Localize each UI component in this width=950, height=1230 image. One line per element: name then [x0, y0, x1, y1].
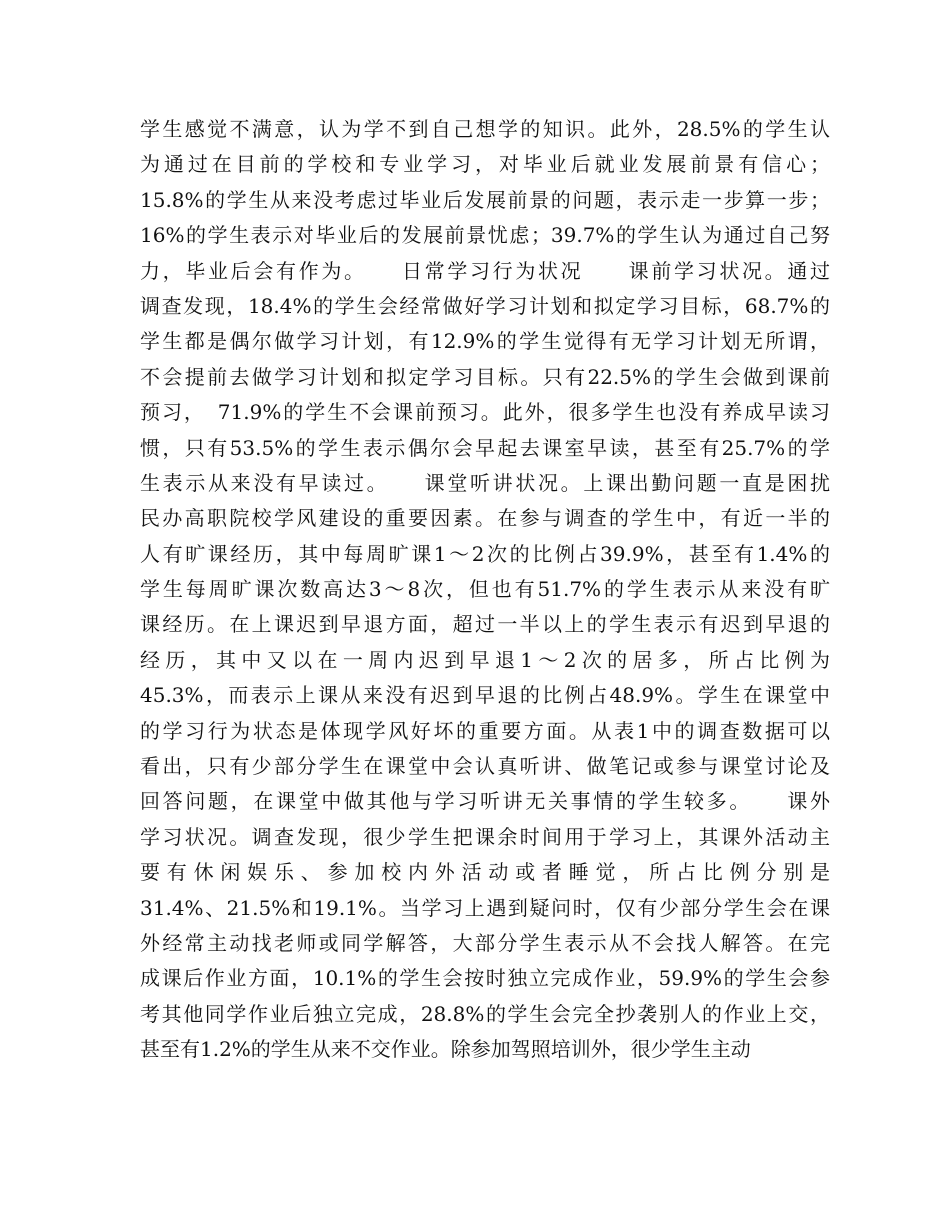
text-line: 回答问题，在课堂中做其他与学习听讲无关事情的学生较多。 课外 — [140, 789, 830, 814]
text-line: 31.4%、21.5%和19.1%。当学习上遇到疑问时，仅有少部分学生会在课 — [140, 895, 830, 920]
text-line: 人有旷课经历，其中每周旷课1～2次的比例占39.9%，甚至有1.4%的 — [140, 541, 830, 566]
text-line: 外经常主动找老师或同学解答，大部分学生表示从不会找人解答。在完 — [140, 930, 830, 955]
text-line: 学生感觉不满意，认为学不到自己想学的知识。此外，28.5%的学生认 — [140, 117, 830, 141]
text-line: 甚至有1.2%的学生从来不交作业。除参加驾照培训外，很少学生主动 — [140, 1037, 751, 1062]
text-line: 考其他同学作业后独立完成，28.8%的学生会完全抄袭别人的作业上交， — [140, 1001, 830, 1026]
text-line: 调查发现，18.4%的学生会经常做好学习计划和拟定学习目标，68.7%的 — [140, 293, 830, 318]
text-line: 不会提前去做学习计划和拟定学习目标。只有22.5%的学生会做到课前 — [140, 364, 830, 389]
text-line: 课经历。在上课迟到早退方面，超过一半以上的学生表示有迟到早退的 — [140, 612, 830, 637]
text-line: 民办高职院校学风建设的重要因素。在参与调查的学生中，有近一半的 — [140, 506, 830, 531]
text-line: 15.8%的学生从来没考虑过毕业后发展前景的问题，表示走一步算一步； — [140, 187, 830, 212]
text-line: 惯，只有53.5%的学生表示偶尔会早起去课室早读，甚至有25.7%的学 — [140, 435, 830, 460]
text-line: 为通过在目前的学校和专业学习，对毕业后就业发展前景有信心； — [140, 152, 830, 177]
text-line: 看出，只有少部分学生在课堂中会认真听讲、做笔记或参与课堂讨论及 — [140, 754, 830, 779]
text-line: 预习， 71.9%的学生不会课前预习。此外，很多学生也没有养成早读习 — [140, 400, 830, 425]
body-text — [140, 112, 830, 1068]
text-line: 经历，其中又以在一周内迟到早退1～2次的居多，所占比例为 — [140, 647, 830, 672]
text-line: 生表示从来没有早读过。 课堂听讲状况。上课出勤问题一直是困扰 — [140, 470, 830, 495]
text-line: 16%的学生表示对毕业后的发展前景忧虑；39.7%的学生认为通过自己努 — [140, 223, 830, 248]
text-line: 的学习行为状态是体现学风好坏的重要方面。从表1中的调查数据可以 — [140, 718, 830, 743]
text-line: 要有休闲娱乐、参加校内外活动或者睡觉，所占比例分别是 — [140, 860, 830, 885]
text-line: 学习状况。调查发现，很少学生把课余时间用于学习上，其课外活动主 — [140, 824, 830, 849]
text-line: 力，毕业后会有作为。 日常学习行为状况 课前学习状况。通过 — [140, 258, 830, 283]
text-line: 45.3%，而表示上课从来没有迟到早退的比例占48.9%。学生在课堂中 — [140, 683, 830, 708]
text-line: 学生每周旷课次数高达3～8次，但也有51.7%的学生表示从来没有旷 — [140, 577, 830, 602]
text-line: 成课后作业方面，10.1%的学生会按时独立完成作业，59.9%的学生会参 — [140, 966, 830, 991]
text-line: 学生都是偶尔做学习计划，有12.9%的学生觉得有无学习计划无所谓， — [140, 329, 830, 354]
